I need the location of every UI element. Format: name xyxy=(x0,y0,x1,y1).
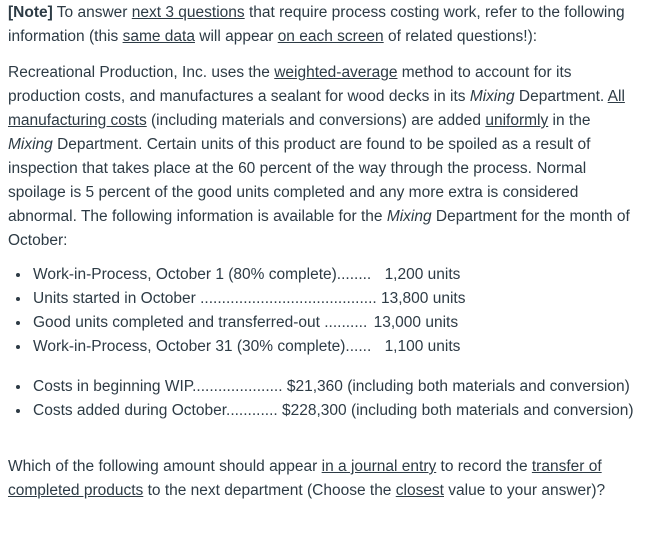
note-label: [Note] xyxy=(8,4,53,21)
note-underline-same-data: same data xyxy=(122,28,195,45)
intro-text: in the xyxy=(548,112,591,129)
item-value: 13,000 units xyxy=(373,314,459,331)
intro-text: Recreational Production, Inc. uses the xyxy=(8,64,275,81)
item-value: 1,200 units xyxy=(384,266,461,283)
question-underline-journal-entry: in a journal entry xyxy=(321,458,437,475)
intro-paragraph xyxy=(8,61,638,253)
item-label: Good units completed and transferred-out .......... xyxy=(33,314,368,331)
question-text: Which of the following amount should appear xyxy=(8,458,322,475)
question-paragraph xyxy=(8,455,638,503)
item-label: Units started in October ......................................... xyxy=(33,290,377,307)
intro-text: Department for the month of October: xyxy=(8,208,630,249)
item-label: Work-in-Process, October 31 (30% complete)...... xyxy=(33,338,372,355)
item-label: Costs added during October............ xyxy=(33,402,278,419)
note-text: of related questions!): xyxy=(383,28,538,45)
question-underline-closest: closest xyxy=(395,482,444,499)
item-value: $228,300 (including both materials and conversion) xyxy=(282,402,634,419)
item-value: 1,100 units xyxy=(384,338,461,355)
note-underline-next-3-questions: next 3 questions xyxy=(131,4,245,21)
note-text: that require process costing work, refer to the following information (this xyxy=(8,4,625,45)
note-text: To answer xyxy=(52,4,132,21)
intro-text: method to account for its production costs, and manufactures a sealant for wood decks in its xyxy=(8,64,572,105)
question-underline-transfer: transfer of completed products xyxy=(8,458,602,499)
note-paragraph xyxy=(8,1,638,49)
list-item xyxy=(31,335,638,359)
intro-italic-mixing: Mixing xyxy=(8,136,53,153)
question-text: to record the xyxy=(436,458,532,475)
intro-underline-uniformly: uniformly xyxy=(485,112,549,129)
costs-list xyxy=(8,375,638,423)
question-text: value to your answer)? xyxy=(444,482,606,499)
intro-underline-all-manufacturing-costs: All manufacturing costs xyxy=(8,88,625,129)
intro-underline-weighted-average: weighted-average xyxy=(274,64,398,81)
question-text: to the next department (Choose the xyxy=(143,482,396,499)
item-value: $21,360 (including both materials and conversion) xyxy=(286,378,630,395)
item-value: 13,800 units xyxy=(381,290,466,307)
note-text: will appear xyxy=(194,28,278,45)
intro-text: (including materials and conversions) are added xyxy=(146,112,486,129)
intro-text: Department. xyxy=(514,88,608,105)
item-label: Costs in beginning WIP..................... xyxy=(33,378,283,395)
list-item xyxy=(31,263,638,287)
list-item xyxy=(31,311,638,335)
intro-italic-mixing: Mixing xyxy=(469,88,515,105)
list-item xyxy=(31,287,638,311)
list-item xyxy=(31,375,638,399)
units-list xyxy=(8,263,638,359)
list-item xyxy=(31,399,638,423)
intro-italic-mixing: Mixing xyxy=(386,208,432,225)
item-label: Work-in-Process, October 1 (80% complete)........ xyxy=(33,266,372,283)
note-underline-each-screen: on each screen xyxy=(277,28,384,45)
intro-text: Department. Certain units of this product are found to be spoiled as a result of inspection that takes place at the 60 percent of the way through the process. Normal spoilage is 5 percent of the good units completed and any more extra is considered abnormal. The following information is available for the xyxy=(8,136,591,225)
